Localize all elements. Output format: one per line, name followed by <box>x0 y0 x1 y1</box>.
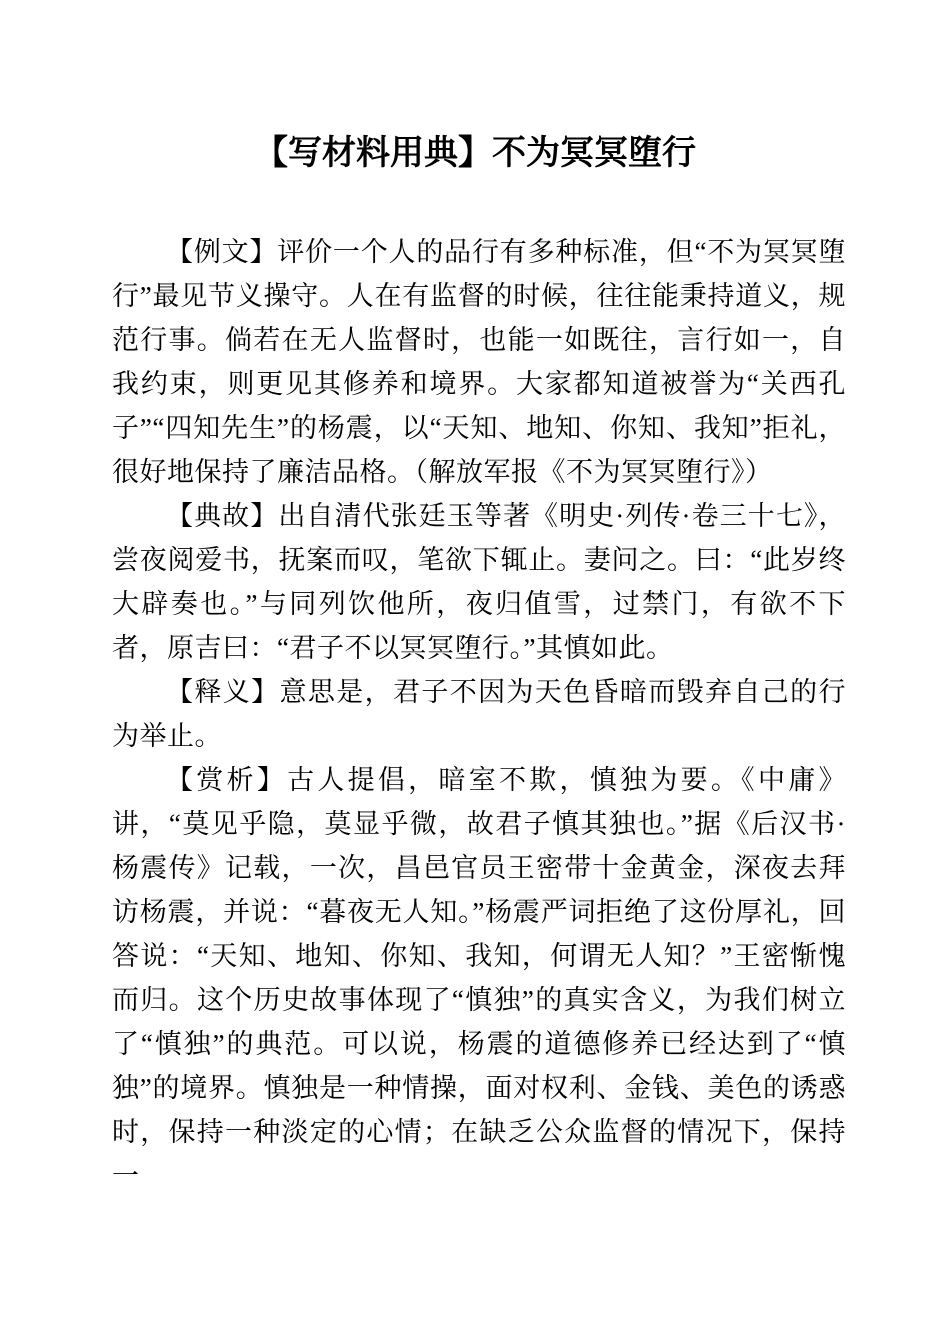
document-body <box>112 230 846 1198</box>
paragraph-example-text: 【例文】评价一个人的品行有多种标准，但“不为冥冥堕行”最见节义操守。人在有监督的时候，往往能秉持道义，规范行事。倘若在无人监督时，也能一如既往，言行如一，自我约束，则更见其修养和境界。大家都知道被誉为“关西孔子”“四知先生”的杨震，以“天知、地知、你知、我知”拒礼，很好地保持了廉洁品格。（解放军报《不为冥冥堕行》） <box>112 237 846 487</box>
paragraph-appreciation: 【赏析】古人提倡，暗室不欺，慎独为要。《中庸》讲，“莫见乎隐，莫显乎微，故君子慎其独也。”据《后汉书·杨震传》记载，一次，昌邑官员王密带十金黄金，深夜去拜访杨震，并说：“暮夜无人知。”杨震严词拒绝了这份厚礼，回答说：“天知、地知、你知、我知，何谓无人知？”王密惭愧而归。这个历史故事体现了“慎独”的真实含义，为我们树立了“慎独”的典范。可以说，杨震的道德修养已经达到了“慎独”的境界。慎独是一种情操，面对权利、金钱、美色的诱惑时，保持一种淡定的心情；在缺乏公众监督的情况下，保持一 <box>112 765 846 1191</box>
document-title: 【写材料用典】不为冥冥堕行 <box>254 135 696 172</box>
paragraph-allusion: 【典故】出自清代张廷玉等著《明史·列传·卷三十七》，尝夜阅爱书，抚案而叹，笔欲下辄止。妻问之。曰：“此岁终大辟奏也。”与同列饮他所，夜归值雪，过禁门，有欲不下者，原吉曰：“君子不以冥冥堕行。”其慎如此。 <box>112 501 846 663</box>
paragraph-definition: 【释义】意思是，君子不因为天色昏暗而毁弃自己的行为举止。 <box>112 677 846 751</box>
